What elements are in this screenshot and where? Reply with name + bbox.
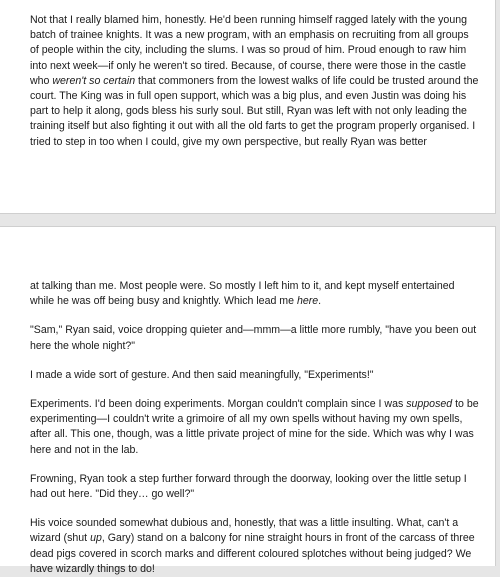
emphasis-text: weren't so certain bbox=[52, 74, 136, 87]
document-page-1 bbox=[0, 0, 496, 214]
paragraph bbox=[30, 397, 479, 458]
paragraph-text: at talking than me. Most people were. So mostly I left him to it, and kept myself entertained while he was off being busy and knightly. Which lead me bbox=[30, 280, 455, 308]
paragraph-text: Experiments. I'd been doing experiments. Morgan couldn't complain since I was bbox=[30, 398, 407, 411]
paragraph-text: Not that I really blamed him, honestly. He'd been running himself ragged lately with the young batch of trainee knights. It was a new program, with an emphasis on recruiting from all groups of people within the city, including the slums. I was so proud of him. Proud enough to raw him into next week—if only he weren't so tired. Because, of course, there were those in the castle who bbox=[30, 14, 469, 87]
paragraph bbox=[30, 516, 479, 577]
paragraph-text: His voice sounded somewhat dubious and, honestly, that was a little insulting. What, can't a wizard (shut bbox=[30, 517, 459, 545]
paragraph-text: to be experimenting—I couldn't write a grimoire of all my own spells without having my own spells, after all. This one, though, was a little private project of mine for the side. Which was why I was here and not in the lab. bbox=[30, 398, 479, 456]
emphasis-text: supposed bbox=[406, 398, 453, 411]
paragraph: I made a wide sort of gesture. And then said meaningfully, "Experiments!" bbox=[30, 368, 374, 381]
paragraph: Frowning, Ryan took a step further forward through the doorway, looking over the little setup I had out here. "Did they… go well?" bbox=[30, 472, 467, 501]
emphasis-text: up bbox=[90, 532, 102, 545]
paragraph bbox=[30, 279, 479, 309]
document-page-2 bbox=[0, 226, 496, 575]
paragraph-text: , Gary) stand on a balcony for nine straight hours in front of the carcass of three dead pigs covered in scorch marks and different coloured splotches without being judged? We have wizardly things to do! bbox=[30, 532, 475, 575]
paragraph-text: that commoners from the lowest walks of life could be trusted around the court. The King was in full open support, which was a big plus, and even Justin was doing his part to help it along, gods bless his surly soul. But still, Ryan was left with not only leading the training itself but also fighting it out with all the old farts to get the program properly organised. I tried to step in too when I could, give my own perspective, but really Ryan was better bbox=[30, 74, 479, 148]
paragraph bbox=[30, 13, 479, 150]
emphasis-text: here bbox=[296, 295, 319, 308]
paragraph-text: . bbox=[318, 295, 322, 308]
paragraph: "Sam," Ryan said, voice dropping quieter and—mmm—a little more rumbly, "have you been out here the whole night?" bbox=[30, 324, 477, 352]
